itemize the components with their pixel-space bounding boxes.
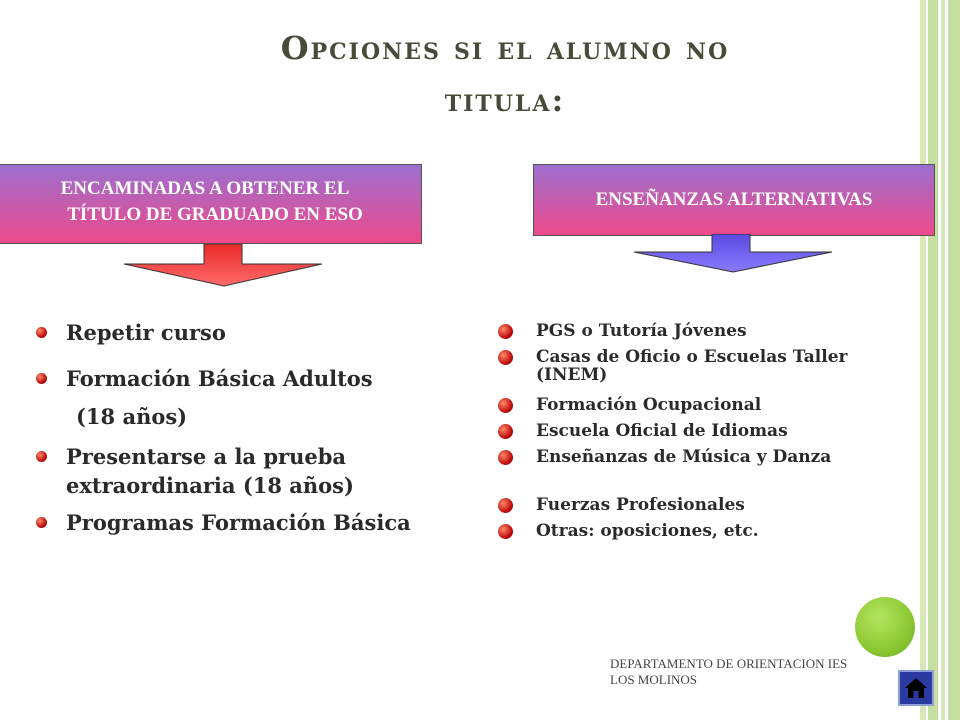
home-button[interactable] bbox=[898, 670, 934, 706]
list-item-continuation: (18 años) bbox=[76, 404, 188, 429]
bullet-icon bbox=[498, 498, 513, 513]
decorative-stripes bbox=[920, 0, 960, 720]
list-item: Programas Formación Básica bbox=[36, 508, 456, 537]
home-icon bbox=[900, 672, 932, 704]
title-line-2: titula: bbox=[444, 81, 566, 119]
list-item: PGS o Tutoría Jóvenes bbox=[498, 322, 878, 348]
list-item: Formación Ocupacional bbox=[498, 396, 878, 422]
bullet-icon bbox=[36, 451, 47, 462]
list-item: Enseñanzas de Música y Danza bbox=[498, 448, 878, 496]
left-arrow-icon bbox=[120, 244, 330, 288]
left-category-box bbox=[0, 164, 422, 244]
list-item: Casas de Oficio o Escuelas Taller (INEM) bbox=[498, 348, 878, 396]
right-options-list bbox=[498, 322, 878, 540]
bullet-icon bbox=[498, 424, 513, 439]
slide-title bbox=[120, 22, 890, 126]
bullet-icon bbox=[498, 398, 513, 413]
left-options-list bbox=[36, 318, 456, 537]
right-arrow-icon bbox=[630, 234, 840, 274]
footer-text: DEPARTAMENTO DE ORIENTACION IES LOS MOLINOS bbox=[610, 656, 848, 687]
bullet-icon bbox=[498, 524, 513, 539]
list-item: Formación Básica Adultos bbox=[36, 364, 456, 402]
title-line-1: Opciones si el alumno no bbox=[280, 29, 730, 67]
list-item: Fuerzas Profesionales bbox=[498, 496, 878, 522]
list-item: Repetir curso bbox=[36, 318, 456, 364]
bullet-icon bbox=[498, 324, 513, 339]
bullet-icon bbox=[498, 450, 513, 465]
right-box-label: ENSEÑANZAS ALTERNATIVAS bbox=[595, 189, 873, 210]
bullet-icon bbox=[36, 517, 47, 528]
bullet-icon bbox=[36, 327, 47, 338]
right-category-box bbox=[533, 164, 935, 236]
bullet-icon bbox=[36, 373, 47, 384]
list-item: Escuela Oficial de Idiomas bbox=[498, 422, 878, 448]
left-box-line-2: TÍTULO DE GRADUADO EN ESO bbox=[67, 204, 363, 225]
green-circle-icon bbox=[855, 597, 915, 657]
list-item: Presentarse a la prueba extraordinaria (18 años) bbox=[36, 442, 456, 508]
left-box-line-1: ENCAMINADAS A OBTENER EL bbox=[60, 178, 350, 199]
bullet-icon bbox=[498, 350, 513, 365]
list-item: Otras: oposiciones, etc. bbox=[498, 522, 878, 540]
